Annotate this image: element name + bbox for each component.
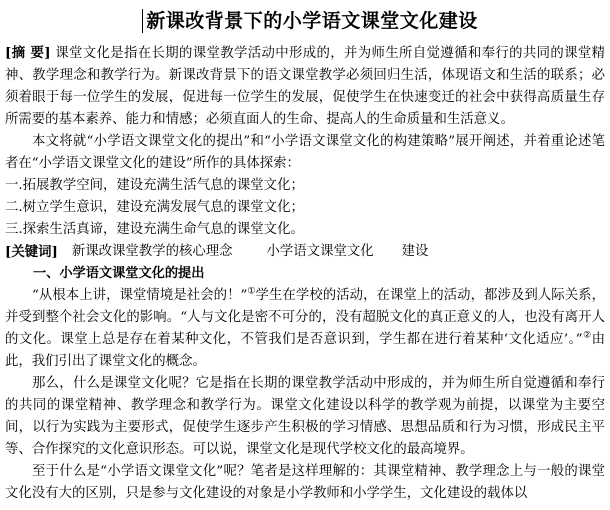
page-title: 新课改背景下的小学语文课堂文化建设	[146, 10, 478, 32]
footnote-ref-2: ②	[582, 330, 592, 341]
document-page	[5, 0, 605, 505]
body-text-end: 由此，我们引出了课堂文化的概念。	[5, 332, 605, 369]
abstract-label: [摘 要]	[5, 45, 51, 61]
body-text: 学生在学校的活动，在课堂上的活动，都涉及到人际关系，并受到整个社会文化的影响。“人与文化是密不可分的，没有超脱文化的真正意义的人，也没有离开人的文化。课堂上总是存在着某种文化，不管我们是否意识到，学生都在进行着某种‘文化适应’。”	[5, 288, 605, 347]
keyword-2: 小学语文课堂文化	[266, 244, 374, 259]
keyword-3: 建设	[401, 244, 429, 259]
text-cursor	[142, 9, 143, 33]
section-paragraph-2: 那么，什么是课堂文化呢？它是指在长期的课堂教学活动中形成的，并为师生所自觉遵循和奉行的共同的课堂精神、教学理念和教学行为。课堂文化建设以科学的教学观为前提，以课堂为主要空间，以行为实践为主要形式，促使学生逐步产生积极的学习情感、思想品质和行为习惯，形成民主平等、合作探究的文化意识形态。可以说，课堂文化是现代学校文化的最高境界。	[5, 376, 605, 457]
keywords-label: [关键词]	[5, 244, 58, 260]
intro-paragraph: 本文将就“小学语文课堂文化的提出”和“小学语文课堂文化的构建策略”展开阐述，并着重论述笔者在“小学语文课堂文化的建设”所作的具体探索：	[5, 134, 605, 171]
section-paragraph-1	[5, 285, 605, 373]
abstract-paragraph	[5, 42, 605, 131]
section-heading: 一、小学语文课堂文化的提出	[33, 266, 205, 281]
abstract-text: 课堂文化是指在长期的课堂教学活动中形成的，并为师生所自觉遵循和奉行的共同的课堂精神、教学理念和教学行为。新课改背景下的语文课堂教学必须回归生活，体现语文和生活的联系；必须着眼于每一位学生的发展，促进每一位学生的发展，促使学生在快速变迁的社会中获得高质量生存所需要的基本素养、能力和情感；必须直面人的生命、提高人的生命质量和生活意义。	[5, 46, 605, 127]
section-paragraph-3: 至于什么是“小学语文课堂文化”呢？笔者是这样理解的：其课堂精神、教学理念上与一般的课堂文化没有大的区别，只是参与文化建设的对象是小学教师和小学学生，文化建设的载体以	[5, 464, 605, 501]
list-item-2: 二.树立学生意识，建设充满发展气息的课堂文化；	[5, 200, 304, 215]
title-row	[5, 0, 605, 42]
list-item-3: 三.探索生活真谛，建设充满生命气息的课堂文化。	[5, 222, 304, 237]
keywords-row	[5, 241, 605, 263]
keyword-1: 新课改课堂教学的核心理念	[71, 244, 233, 259]
footnote-ref-1: ①	[247, 286, 256, 297]
list-item-1: 一.拓展教学空间，建设充满生活气息的课堂文化；	[5, 178, 304, 193]
quote-text: “从根本上讲，课堂情境是社会的！”	[32, 288, 248, 303]
